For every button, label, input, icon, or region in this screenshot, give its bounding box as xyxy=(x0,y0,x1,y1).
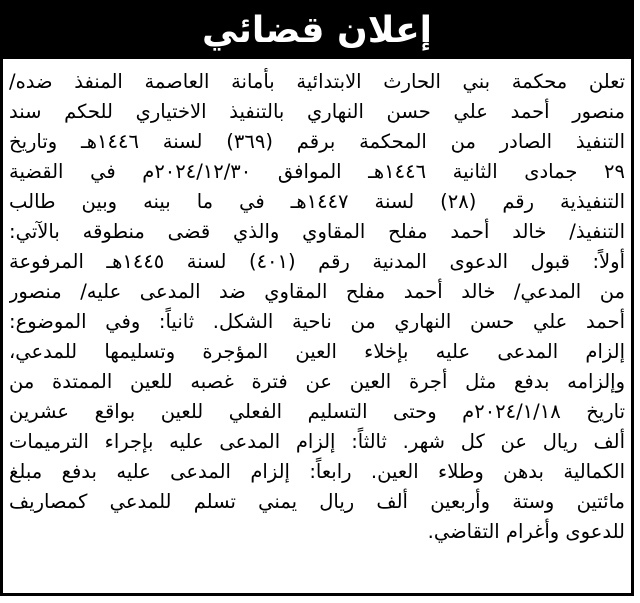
notice-line: ٢٩ جمادى الثانية ١٤٤٦هـ الموافق ٢٠٢٤/١٢/٣٠م في القضية xyxy=(9,160,625,183)
notice-line: التنفيذية رقم (٢٨) لسنة ١٤٤٧هـ في ما بينه وبين طالب xyxy=(9,190,625,213)
notice-line: التنفيذ الصادر من المحكمة برقم (٣٦٩) لسنة ١٤٤٦هـ وتاريخ xyxy=(9,130,625,153)
notice-line: التنفيذ/ خالد أحمد مفلح المقاوي والذي قضى منطوقه بالآتي: xyxy=(9,220,625,243)
notice-line: أولاً: قبول الدعوى المدنية رقم (٤٠١) لسنة ١٤٤٥هـ المرفوعة xyxy=(9,250,625,273)
notice-title: إعلان قضائي xyxy=(201,10,433,51)
notice-line: تاريخ ٢٠٢٤/١/١٨م وحتى التسليم الفعلي للعين بواقع عشرين xyxy=(9,400,625,423)
title-bar xyxy=(3,3,631,59)
notice-line: وإلزامه بدفع مثل أجرة العين عن فترة غصبه للعين الممتدة من xyxy=(9,370,625,393)
notice-line: الكمالية بدهن وطلاء العين. رابعاً: إلزام المدعى عليه بدفع مبلغ xyxy=(9,460,625,483)
notice-line: أحمد علي حسن النهاري من ناحية الشكل. ثانياً: وفي الموضوع: xyxy=(9,310,625,333)
notice-body xyxy=(9,67,625,585)
notice-line: ألف ريال عن كل شهر. ثالثاً: إلزام المدعى عليه بإجراء الترميمات xyxy=(9,430,625,453)
notice-line: من المدعي/ خالد أحمد مفلح المقاوي ضد المدعى عليه/ منصور xyxy=(9,280,625,303)
notice-line: تعلن محكمة بني الحارث الابتدائية بأمانة العاصمة المنفذ ضده/ xyxy=(9,70,625,93)
notice-line: إلزام المدعى عليه بإخلاء العين المؤجرة وتسليمها للمدعي، xyxy=(9,340,625,363)
notice-line: مائتين وستة وأربعين ألف ريال يمني تسلم للمدعي كمصاريف xyxy=(9,490,625,513)
notice-line: منصور أحمد علي حسن النهاري بالتنفيذ الاختياري للحكم سند xyxy=(9,100,625,123)
notice-line: للدعوى وأغرام التقاضي. xyxy=(427,520,625,543)
